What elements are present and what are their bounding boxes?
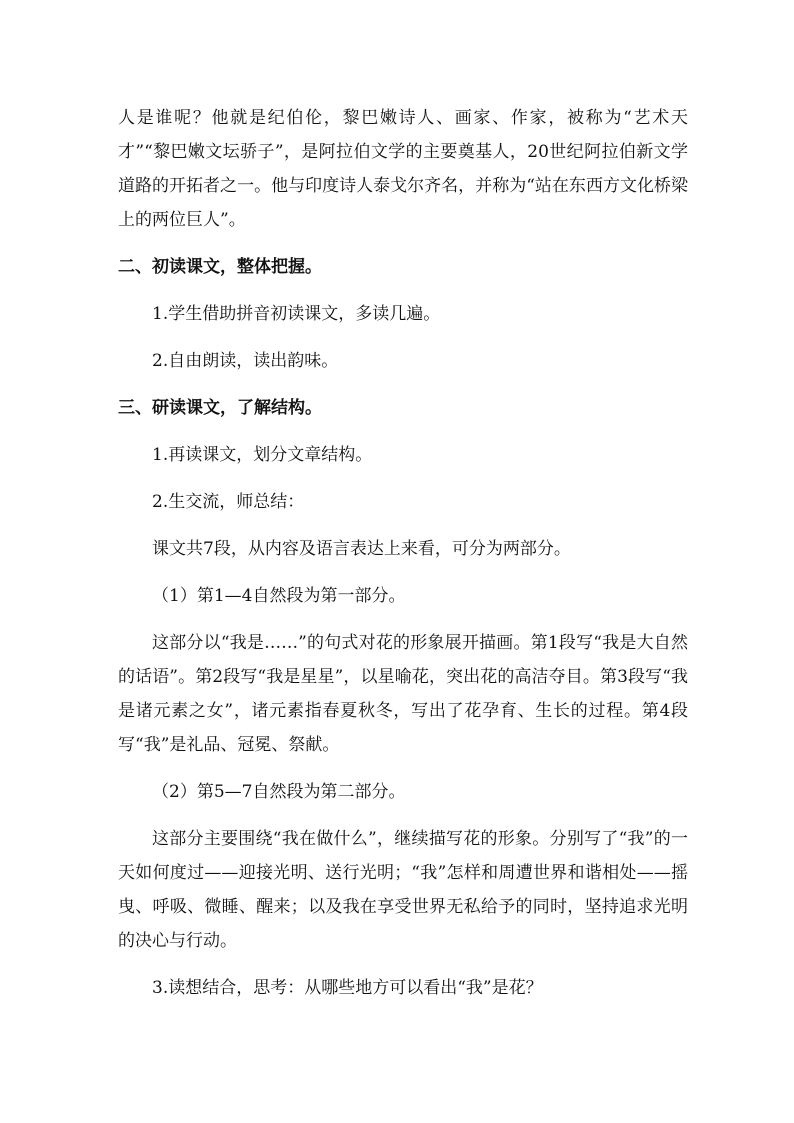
section-3-heading: 三、研读课文，了解结构。 bbox=[118, 398, 322, 418]
intro-paragraph: 人是谁呢？他就是纪伯伦，黎巴嫩诗人、画家、作家，被称为“艺术天才”“黎巴嫩文坛骄子”，是阿拉伯文学的主要奠基人，20世纪阿拉伯新文学道路的开拓者之一。他与印度诗人泰戈尔齐名，并称为“站在东西方文化桥梁上的两位巨人”。 bbox=[118, 108, 688, 230]
section-2-heading: 二、初读课文，整体把握。 bbox=[118, 257, 322, 277]
part-2-title: （2）第5—7自然段为第二部分。 bbox=[152, 782, 406, 802]
part-2-text: 这部分主要围绕“我在做什么”，继续描写花的形象。分别写了“我”的一天如何度过——迎接光明、送行光明；“我”怎样和周遭世界和谐相处——摇曳、呼吸、微睡、醒来；以及我在享受世界无私给予的同时，坚持追求光明的决心与行动。 bbox=[118, 829, 688, 951]
section-3-item-1: 1.再读课文，划分文章结构。 bbox=[152, 445, 373, 465]
section-2-item-2: 2.自由朗读，读出韵味。 bbox=[152, 351, 339, 371]
part-1-title: （1）第1—4自然段为第一部分。 bbox=[152, 586, 406, 606]
section-3-item-2: 2.生交流，师总结： bbox=[152, 492, 305, 512]
document-body bbox=[118, 101, 688, 1005]
section-2-item-1: 1.学生借助拼音初读课文，多读几遍。 bbox=[152, 304, 441, 324]
part-1-text: 这部分以“我是……”的句式对花的形象展开描画。第1段写“我是大自然的话语”。第2段写“我是星星”，以星喻花，突出花的高洁夺目。第3段写“我是诸元素之女”，诸元素指春夏秋冬，写出了花孕育、生长的过程。第4段写“我”是礼品、冠冕、祭献。 bbox=[118, 633, 688, 755]
section-3-item-3: 3.读想结合，思考：从哪些地方可以看出“我”是花？ bbox=[152, 978, 543, 998]
section-3-summary: 课文共7段，从内容及语言表达上来看，可分为两部分。 bbox=[152, 539, 571, 559]
